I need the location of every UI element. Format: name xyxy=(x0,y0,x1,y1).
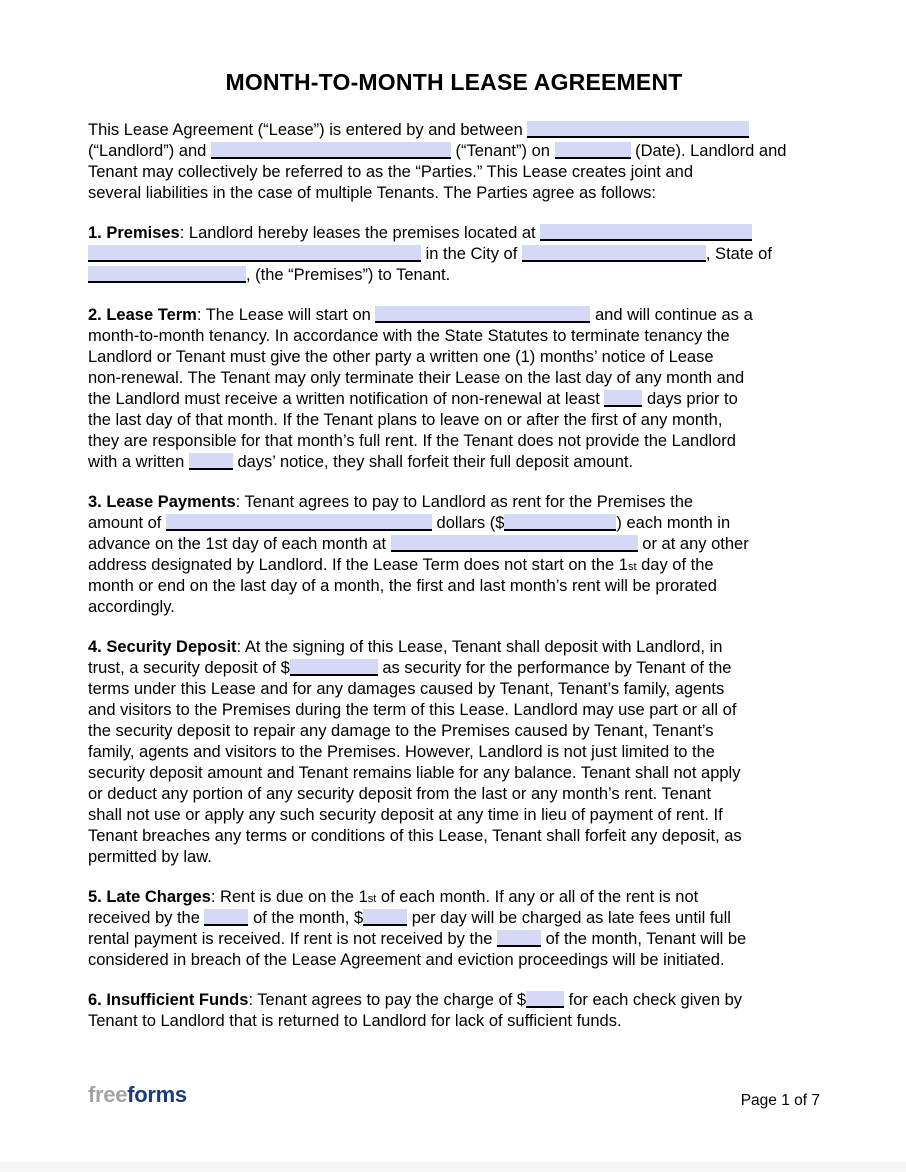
text-run: Tenant breaches any terms or conditions of this Lease, Tenant shall forfeit any deposit, as xyxy=(88,827,742,845)
text-line xyxy=(88,305,820,326)
section-heading: 4. Security Deposit xyxy=(88,638,237,656)
text-line xyxy=(88,887,820,908)
text-run: for each check given by xyxy=(564,991,743,1009)
text-line xyxy=(88,990,820,1011)
text-line xyxy=(88,389,820,410)
text-run: Tenant may collectively be referred to as the “Parties.” This Lease creates joint and xyxy=(88,163,693,181)
text-line xyxy=(88,141,820,162)
text-line xyxy=(88,908,820,929)
paragraph-security-deposit xyxy=(88,637,820,868)
text-run: in the City of xyxy=(421,245,522,263)
paragraph-lease-payments xyxy=(88,492,820,618)
text-line xyxy=(88,721,820,742)
document-title: MONTH-TO-MONTH LEASE AGREEMENT xyxy=(225,69,683,95)
text-run: ) each month in xyxy=(616,514,731,532)
text-run: advance on the 1st day of each month at xyxy=(88,535,391,553)
text-run: (“Tenant”) on xyxy=(450,142,555,160)
freeforms-logo xyxy=(88,1082,187,1108)
fill-in-blank[interactable] xyxy=(527,121,749,138)
text-line xyxy=(88,452,820,473)
text-line xyxy=(88,265,820,286)
text-run: received by the xyxy=(88,909,205,927)
text-run: (“Landlord”) and xyxy=(88,142,211,160)
section-heading: 2. Lease Term xyxy=(88,306,197,324)
text-run: trust, a security deposit of $ xyxy=(88,659,290,677)
fill-in-blank[interactable] xyxy=(166,514,432,531)
section-heading: 6. Insufficient Funds xyxy=(88,991,249,1009)
text-run: month or end on the last day of a month, the first and last month’s rent will be prorated xyxy=(88,577,717,595)
document-body xyxy=(88,120,820,1032)
text-run: non-renewal. The Tenant may only terminate their Lease on the last day of any month and xyxy=(88,369,745,387)
text-run: : The Lease will start on xyxy=(196,306,376,324)
text-run: or at any other xyxy=(637,535,749,553)
text-run: security deposit amount and Tenant remains liable for any balance. Tenant shall not apply xyxy=(88,764,741,782)
paragraph-intro xyxy=(88,120,820,204)
text-run: , State of xyxy=(705,245,772,263)
text-run: Tenant to Landlord that is returned to Landlord for lack of sufficient funds. xyxy=(88,1012,622,1030)
document-content xyxy=(88,0,820,1051)
text-run: rental payment is received. If rent is not received by the xyxy=(88,930,498,948)
text-run: as security for the performance by Tenant of the xyxy=(377,659,732,677)
text-run: of each month. If any or all of the rent is not xyxy=(376,888,699,906)
text-run: address designated by Landlord. If the Lease Term does not start on the 1 xyxy=(88,556,628,574)
text-line xyxy=(88,784,820,805)
text-line xyxy=(88,576,820,597)
text-run: or deduct any portion of any security deposit from the last or any month’s rent. Tenant xyxy=(88,785,712,803)
text-line xyxy=(88,763,820,784)
text-run: : Rent is due on the 1 xyxy=(210,888,368,906)
text-run: and visitors to the Premises during the term of this Lease. Landlord may use part or all of xyxy=(88,701,737,719)
text-run: amount of xyxy=(88,514,166,532)
text-run: considered in breach of the Lease Agreement and eviction proceedings will be initiated. xyxy=(88,951,725,969)
text-line xyxy=(88,555,820,576)
text-run: month-to-month tenancy. In accordance with the State Statutes to terminate tenancy the xyxy=(88,327,730,345)
text-run: of the month, $ xyxy=(248,909,364,927)
text-line xyxy=(88,1011,820,1032)
fill-in-blank[interactable] xyxy=(204,909,248,926)
text-line xyxy=(88,513,820,534)
fill-in-blank[interactable] xyxy=(604,390,642,407)
text-run: shall not use or apply any such security deposit at any time in lieu of payment of rent. If xyxy=(88,806,723,824)
text-line xyxy=(88,597,820,618)
text-line xyxy=(88,826,820,847)
text-line xyxy=(88,347,820,368)
text-run: the security deposit to repair any damage to the Premises caused by Tenant, Tenant’s xyxy=(88,722,714,740)
text-run: per day will be charged as late fees until full xyxy=(407,909,731,927)
text-run: with a written xyxy=(88,453,189,471)
fill-in-blank[interactable] xyxy=(526,991,564,1008)
text-line xyxy=(88,368,820,389)
text-run: , (the “Premises”) to Tenant. xyxy=(246,266,451,284)
text-line xyxy=(88,805,820,826)
text-line xyxy=(88,637,820,658)
text-line xyxy=(88,679,820,700)
text-line xyxy=(88,847,820,868)
text-run: dollars ($ xyxy=(431,514,505,532)
text-run: This Lease Agreement (“Lease”) is entered by and between xyxy=(88,121,528,139)
text-run: days’ notice, they shall forfeit their full deposit amount. xyxy=(232,453,634,471)
logo-part-free: free xyxy=(88,1082,128,1107)
text-run: accordingly. xyxy=(88,598,175,616)
text-run: days prior to xyxy=(642,390,738,408)
text-run: of the month, Tenant will be xyxy=(541,930,747,948)
text-line xyxy=(88,658,820,679)
logo-part-forms: forms xyxy=(127,1082,187,1107)
fill-in-blank[interactable] xyxy=(189,453,233,470)
text-run: : At the signing of this Lease, Tenant shall deposit with Landlord, in xyxy=(236,638,723,656)
text-line xyxy=(88,120,820,141)
paragraph-premises xyxy=(88,223,820,286)
ordinal-suffix: st xyxy=(367,893,377,905)
fill-in-blank[interactable] xyxy=(497,930,541,947)
page-number: Page 1 of 7 xyxy=(740,1092,820,1109)
text-run: terms under this Lease and for any damages caused by Tenant, Tenant’s family, agents xyxy=(88,680,725,698)
text-line xyxy=(88,534,820,555)
text-line xyxy=(88,700,820,721)
fill-in-blank[interactable] xyxy=(88,266,246,283)
text-run: : Landlord hereby leases the premises located at xyxy=(179,224,541,242)
text-run: family, agents and visitors to the Premises. However, Landlord is not just limited to the xyxy=(88,743,715,761)
fill-in-blank[interactable] xyxy=(363,909,407,926)
text-line xyxy=(88,244,820,265)
fill-in-blank[interactable] xyxy=(540,224,752,241)
section-heading: 1. Premises xyxy=(88,224,180,242)
fill-in-blank[interactable] xyxy=(211,142,451,159)
text-line xyxy=(88,950,820,971)
fill-in-blank[interactable] xyxy=(391,535,638,552)
text-line xyxy=(88,431,820,452)
text-run: several liabilities in the case of multiple Tenants. The Parties agree as follows: xyxy=(88,184,657,202)
paragraph-insufficient-funds xyxy=(88,990,820,1032)
fill-in-blank[interactable] xyxy=(522,245,706,262)
page-bottom-edge xyxy=(0,1162,906,1172)
text-line xyxy=(88,410,820,431)
ordinal-suffix: st xyxy=(627,561,637,573)
text-run: the last day of that month. If the Tenant plans to leave on or after the first of any month, xyxy=(88,411,723,429)
text-run: day of the xyxy=(636,556,714,574)
text-line xyxy=(88,326,820,347)
fill-in-blank[interactable] xyxy=(504,514,616,531)
text-run: (Date). Landlord and xyxy=(630,142,787,160)
fill-in-blank[interactable] xyxy=(290,659,378,676)
text-line xyxy=(88,223,820,244)
fill-in-blank[interactable] xyxy=(555,142,631,159)
paragraph-lease-term xyxy=(88,305,820,473)
text-run: and will continue as a xyxy=(590,306,753,324)
text-line xyxy=(88,929,820,950)
text-run: : Tenant agrees to pay to Landlord as rent for the Premises the xyxy=(235,493,694,511)
text-run: Landlord or Tenant must give the other party a written one (1) months’ notice of Lease xyxy=(88,348,714,366)
paragraph-late-charges xyxy=(88,887,820,971)
text-run: : Tenant agrees to pay the charge of $ xyxy=(248,991,527,1009)
text-run: permitted by law. xyxy=(88,848,212,866)
text-line xyxy=(88,162,820,183)
text-run: the Landlord must receive a written notification of non-renewal at least xyxy=(88,390,605,408)
text-line xyxy=(88,742,820,763)
text-line xyxy=(88,183,820,204)
text-run: they are responsible for that month’s full rent. If the Tenant does not provide the Landlord xyxy=(88,432,736,450)
fill-in-blank[interactable] xyxy=(375,306,590,323)
section-heading: 5. Late Charges xyxy=(88,888,211,906)
section-heading: 3. Lease Payments xyxy=(88,493,236,511)
text-line xyxy=(88,492,820,513)
fill-in-blank[interactable] xyxy=(88,245,421,262)
